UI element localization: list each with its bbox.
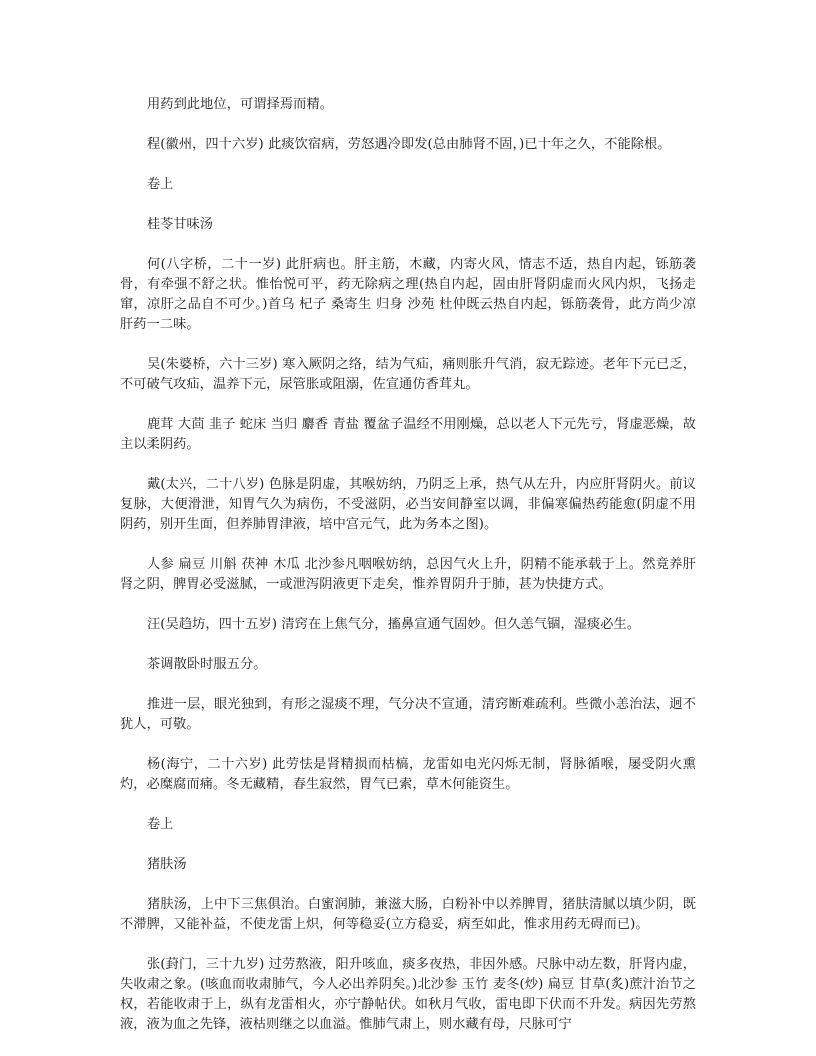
- section-heading: 桂苓甘味汤: [147, 217, 213, 232]
- paragraph: 杨(海宁，二十六岁) 此劳怯是肾精损而枯槁，龙雷如电光闪烁无制，肾脉循喉，屡受阴火熏灼，必糜腐而痛。冬无藏精，春生寂然，胃气已索，草木何能资生。: [120, 757, 696, 792]
- paragraph: 猪肤汤，上中下三焦俱治。白蜜润肺，兼滋大肠，白粉补中以养脾胃，猪肤清腻以填少阴，既不滞脾，又能补益，不使龙雷上炽，何等稳妥(立方稳妥，病至如此，惟求用药无碍而已)。: [120, 897, 696, 932]
- paragraph: 程(徽州，四十六岁) 此痰饮宿病，劳怒遇冷即发(总由肺肾不固，)已十年之久，不能除根。: [147, 137, 671, 152]
- section-heading: 卷上: [147, 177, 174, 192]
- section-heading: 卷上: [147, 817, 174, 832]
- paragraph: 人参 扁豆 川斛 茯神 木瓜 北沙参凡咽喉妨纳，总因气火上升，阴精不能承载于上。然竟养肝肾之阴，脾胃必受滋腻，一或泄泻阴液更下走矣，惟养胃阴升于肺，甚为快捷方式。: [120, 557, 696, 592]
- paragraph: 张(葑门，三十九岁) 过劳熬液，阳升咳血，痰多夜热，非因外感。尺脉中动左数，肝肾内虚，失收肃之象。(咳血而收肃肺气，今人必出养阴矣。)北沙参 玉竹 麦冬(炒) 扁豆 甘草(炙)蔗汁治节之权，若能收肃于上，纵有龙雷相火，亦宁静帖伏。如秋月气收，雷电即下伏而不升发。病因先劳熬液，液为血之先锋，液枯则继之以血溢。惟肺气肃上，则水藏有母，尺脉可宁: [120, 957, 696, 1032]
- paragraph: 用药到此地位，可谓择焉而精。: [147, 97, 334, 112]
- section-heading: 猪肤汤: [147, 857, 187, 872]
- paragraph: 汪(吴趋坊，四十五岁) 清窍在上焦气分，搐鼻宣通气固妙。但久恙气锢，湿痰必生。: [147, 617, 641, 632]
- paragraph: 戴(太兴，二十八岁) 色脉是阴虚，其喉妨纳，乃阴乏上承，热气从左升，内应肝肾阴火。前议复脉，大便滑泄，知胃气久为病伤，不受滋阴，必当安间静室以调，非偏寒偏热药能愈(阴虚不用阴药，别开生面，但养肺胃津液，培中宫元气，此为务本之图)。: [120, 477, 696, 532]
- document-page: [120, 95, 696, 1055]
- paragraph: 何(八字桥，二十一岁) 此肝病也。肝主筋，木藏，内寄火风，情志不适，热自内起，铄筋袭骨，有牵强不舒之状。惟怡悦可平，药无除病之理(热自内起，固由肝肾阴虚而火风内炽，飞扬走窜，凉肝之品自不可少。)首乌 杞子 桑寄生 归身 沙苑 杜仲既云热自内起，铄筋袭骨，此方尚少凉肝药一二味。: [120, 257, 696, 332]
- paragraph: 吴(朱婆桥，六十三岁) 寒入厥阴之络，结为气疝，痛则胀升气消，寂无踪迹。老年下元已乏，不可破气攻疝，温养下元，尿管胀或阻溺，佐宣通仿香茸丸。: [120, 357, 696, 392]
- paragraph: 茶调散卧时服五分。: [147, 657, 267, 672]
- paragraph: 推进一层，眼光独到，有形之湿痰不理，气分决不宣通，清窍断难疏利。些微小恙治法，迥不犹人，可敬。: [120, 697, 696, 732]
- paragraph: 鹿茸 大茴 韭子 蛇床 当归 麝香 青盐 覆盆子温经不用刚燥，总以老人下元先亏，肾虚恶燥，故主以柔阴药。: [120, 417, 696, 452]
